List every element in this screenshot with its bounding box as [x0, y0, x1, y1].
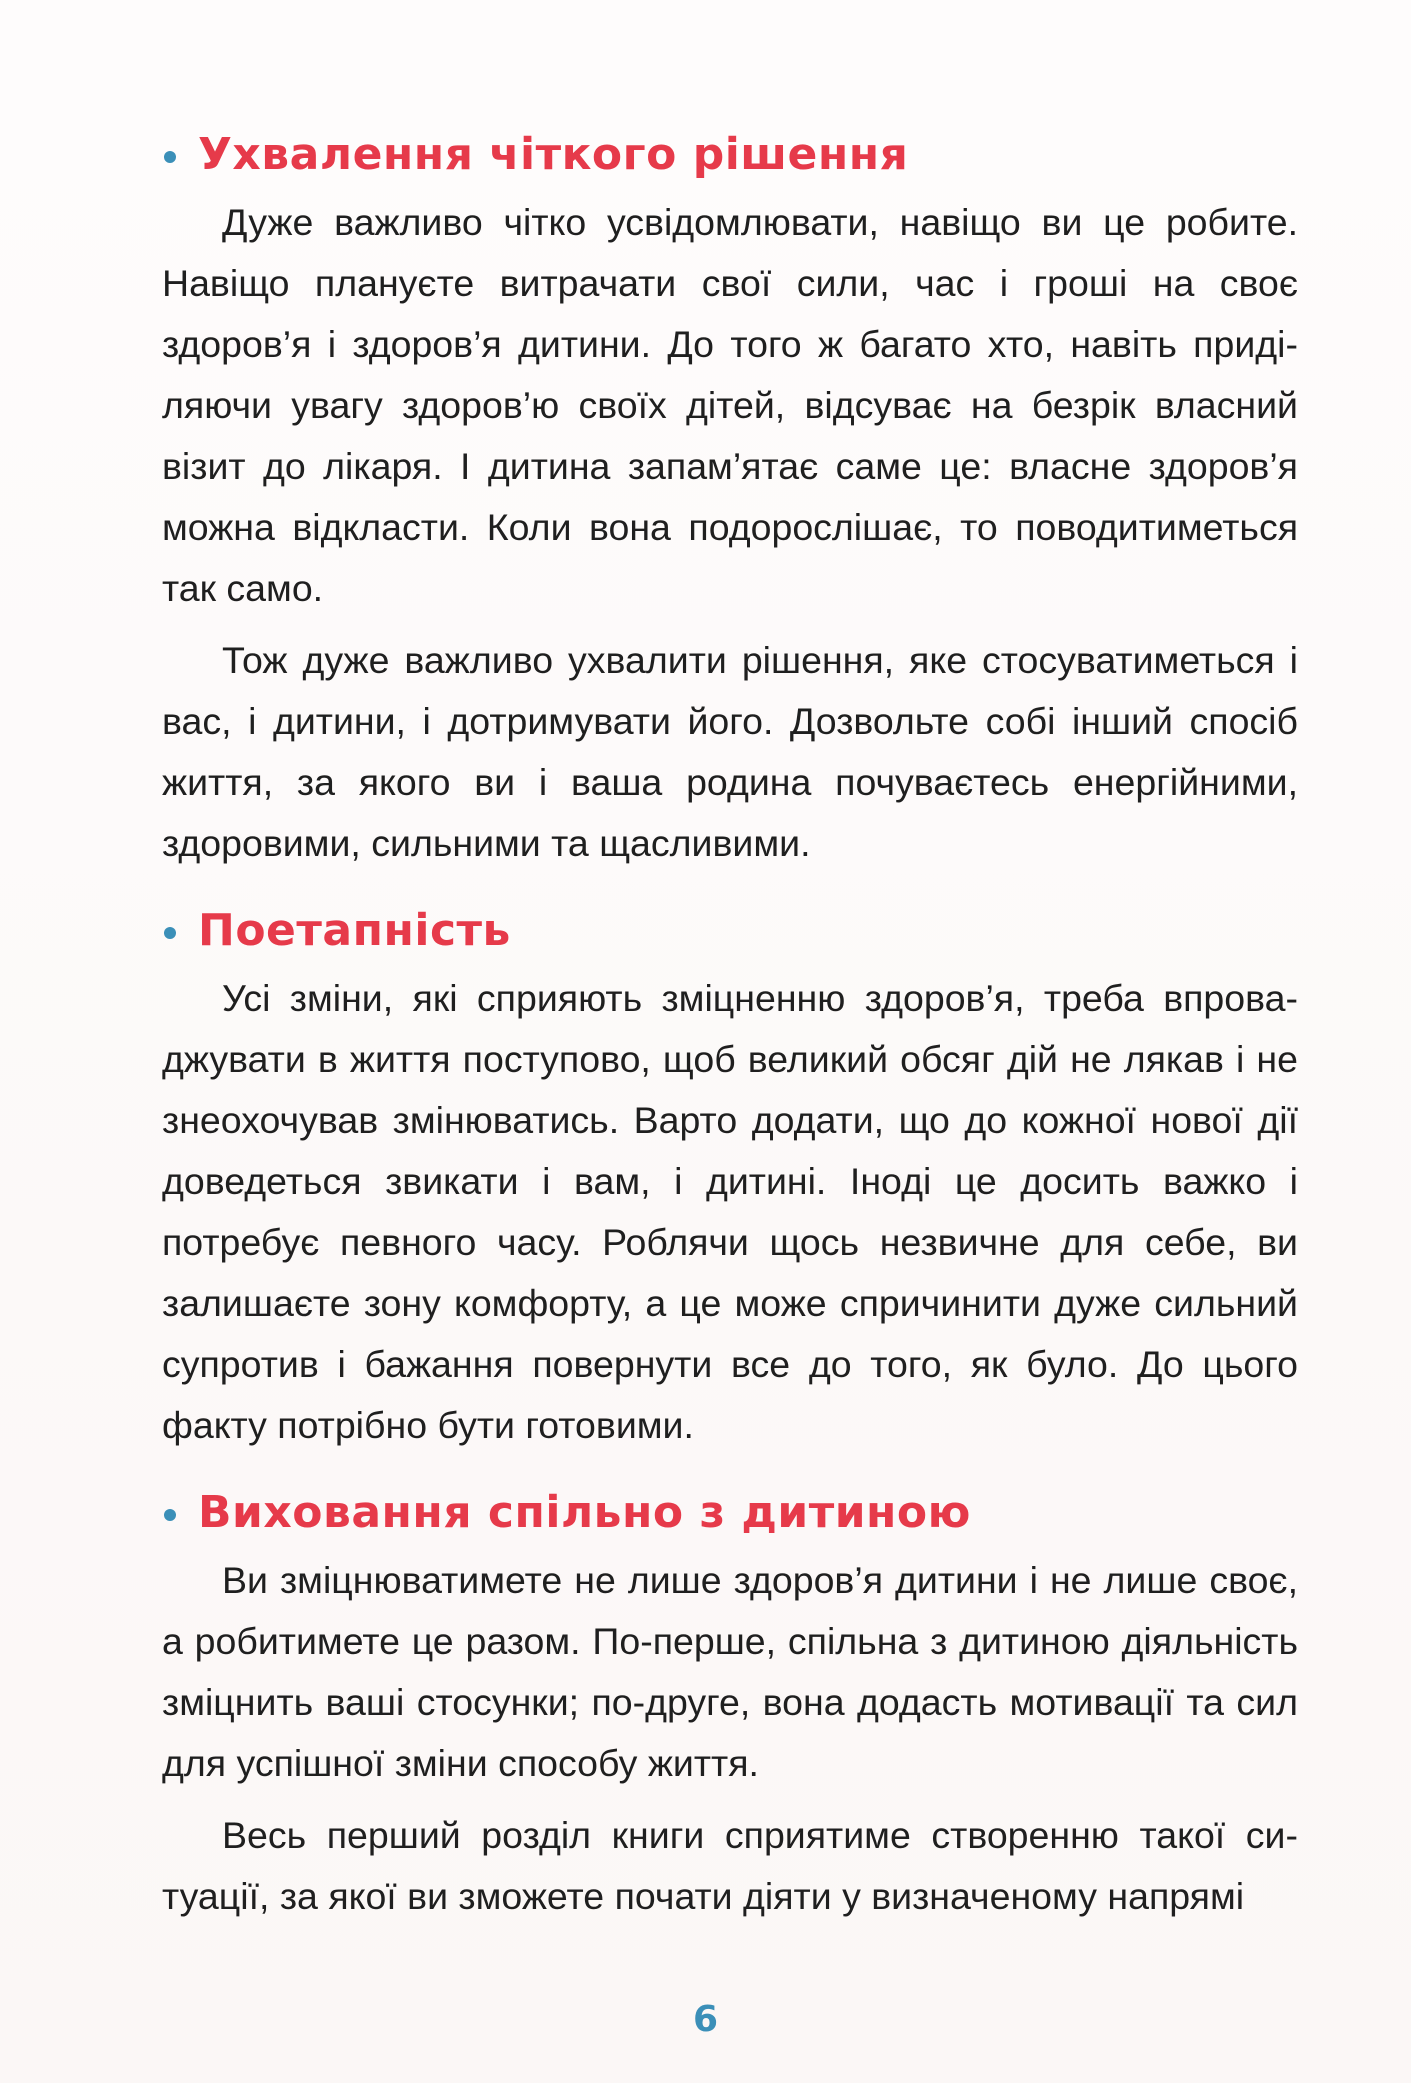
paragraph: Дуже важливо чітко усвідомлювати, навіщо ви це робите. Навіщо плануєте витрачати свої сили, час і гроші на своє здоров’я і здоров’я дитини. До того ж багато хто, навіть приділяючи увагу здоров’ю своїх дітей, відсуває на безрік власний візит до лікаря. І дитина запам’ятає саме це: власне здоров’я можна відкласти. Коли вона подорослішає, то поводитиметься так само. — [162, 201, 1298, 609]
page-content — [162, 120, 1298, 1927]
paragraph: Усі зміни, які сприяють зміцненню здоров’я, треба впроваджувати в життя поступово, щоб великий обсяг дій не лякав і не знеохочував змінюватись. Варто додати, що до кожної нової дії доведеться звикати і вам, і дитині. Іноді це досить важко і потребує певного часу. Роблячи щось незвичне для себе, ви залишаєте зону комфорту, а це може спричинити дуже сильний супротив і бажання повернути все до того, як було. До цього факту потрібно бути готовими. — [162, 977, 1298, 1446]
spacer — [162, 1456, 1298, 1478]
paragraph: Тож дуже важливо ухвалити рішення, яке стосуватиметься і вас, і дитини, і дотримувати його. Дозвольте собі інший спосіб життя, за якого ви і ваша родина почуваєтесь енергійними, здоровими, сильними та щасливими. — [162, 639, 1298, 864]
paragraph: Весь перший розділ книги сприятиме створенню такої ситуації, за якої ви зможете почати діяти у визначеному напрямі — [162, 1814, 1298, 1917]
paragraph: Ви зміцнюватимете не лише здоров’я дитини і не лише своє, а робитимете це разом. По-перше, спільна з дитиною діяльність зміцнить ваші стосунки; по-друге, вона додасть мотивації та сил для успішної зміни способу життя. — [162, 1559, 1298, 1784]
section-heading-decision — [162, 120, 1298, 190]
section-heading-text: Виховання спільно з дитиною — [198, 1487, 971, 1538]
section-heading-together — [162, 1478, 1298, 1548]
bullet-dot-icon — [164, 927, 176, 939]
section-heading-text: Поетапність — [198, 905, 511, 956]
section-heading-gradual — [162, 896, 1298, 966]
bullet-dot-icon — [164, 1509, 176, 1521]
spacer — [162, 874, 1298, 896]
bullet-dot-icon — [164, 151, 176, 163]
page-number: 6 — [692, 1999, 719, 2040]
section-heading-text: Ухвалення чіткого рішення — [198, 129, 909, 180]
